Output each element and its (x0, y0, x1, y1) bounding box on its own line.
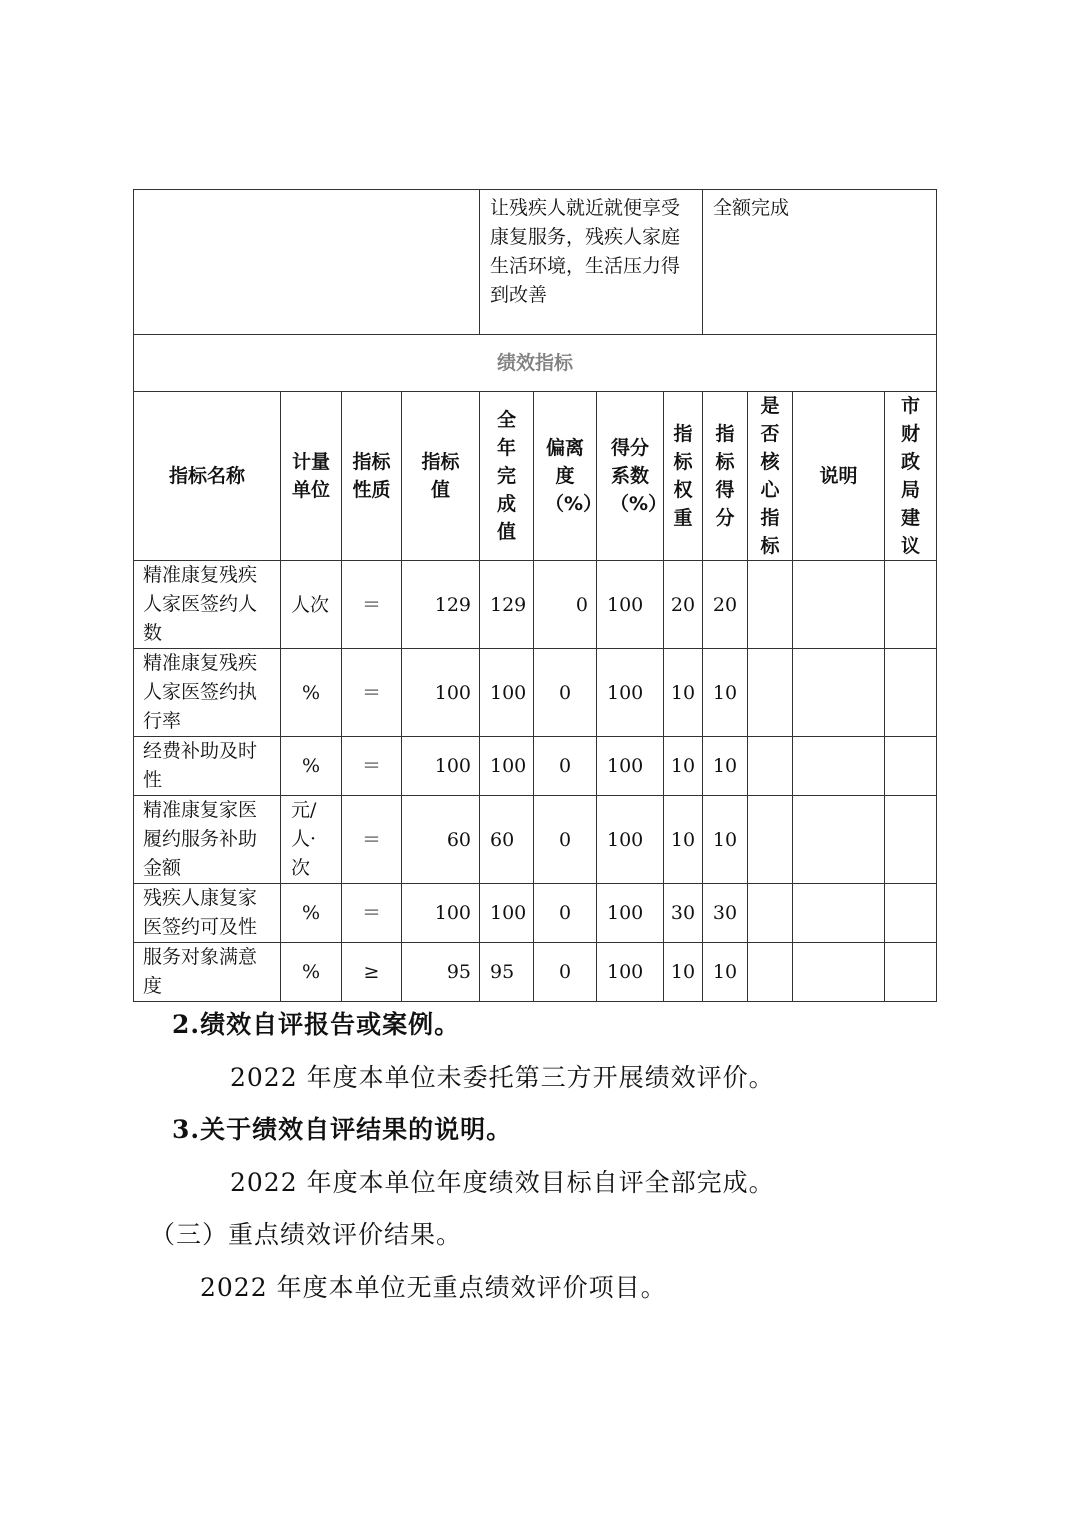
cell-value: 100 (402, 649, 480, 737)
header-actual (480, 392, 534, 561)
cell-unit-text: 元/人·次 (291, 799, 317, 879)
cell-core (748, 884, 793, 943)
cell-core (748, 943, 793, 1002)
cell-deviation: 0 (534, 884, 597, 943)
cell-unit: 人次 (281, 561, 342, 649)
cell-coefficient: 100 (597, 943, 664, 1002)
section-title: 绩效指标 (134, 335, 937, 392)
header-value-label: 指标值 (421, 451, 460, 501)
cell-score: 30 (703, 884, 748, 943)
cell-name: 残疾人康复家医签约可及性 (134, 884, 281, 943)
cell-coefficient: 100 (597, 737, 664, 796)
cell-value: 100 (402, 737, 480, 796)
cell-advice (885, 884, 937, 943)
cell-name: 精准康复残疾人家医签约人数 (134, 561, 281, 649)
text-self-evaluation-report: 2022 年度本单位未委托第三方开展绩效评价。 (230, 1063, 775, 1092)
heading-self-evaluation-report: 2.绩效自评报告或案例。 (172, 1010, 461, 1039)
cell-unit (281, 796, 342, 884)
header-unit (281, 392, 342, 561)
header-score-label: 指标得分 (715, 423, 735, 529)
header-deviation-label: 偏离度（%） (545, 437, 603, 515)
header-value (402, 392, 480, 561)
goal-empty-cell (134, 190, 480, 335)
cell-value: 100 (402, 884, 480, 943)
cell-score: 10 (703, 737, 748, 796)
header-actual-label: 全年完成值 (496, 409, 516, 543)
cell-unit: % (281, 737, 342, 796)
header-weight-label: 指标权重 (673, 423, 693, 529)
cell-nature: ＝ (342, 649, 402, 737)
cell-note (793, 943, 885, 1002)
cell-coefficient: 100 (597, 884, 664, 943)
cell-core (748, 561, 793, 649)
header-unit-label: 计量单位 (291, 451, 330, 501)
header-name: 指标名称 (134, 392, 281, 561)
goal-row (134, 190, 937, 335)
cell-actual: 129 (480, 561, 534, 649)
cell-unit: % (281, 649, 342, 737)
header-note: 说明 (793, 392, 885, 561)
cell-deviation: 0 (534, 943, 597, 1002)
cell-score: 10 (703, 943, 748, 1002)
cell-value: 95 (402, 943, 480, 1002)
cell-coefficient: 100 (597, 649, 664, 737)
cell-core (748, 649, 793, 737)
table-row (134, 796, 937, 884)
table-row (134, 884, 937, 943)
text-key-evaluation: 2022 年度本单位无重点绩效评价项目。 (200, 1273, 667, 1302)
table-row (134, 737, 937, 796)
table-row (134, 561, 937, 649)
cell-advice (885, 737, 937, 796)
cell-advice (885, 796, 937, 884)
cell-weight: 30 (664, 884, 703, 943)
header-core (748, 392, 793, 561)
header-advice (885, 392, 937, 561)
text-self-evaluation-results: 2022 年度本单位年度绩效目标自评全部完成。 (230, 1168, 775, 1197)
cell-coefficient: 100 (597, 796, 664, 884)
cell-weight: 10 (664, 943, 703, 1002)
cell-actual: 100 (480, 884, 534, 943)
cell-name: 精准康复家医履约服务补助金额 (134, 796, 281, 884)
header-core-label: 是否核心指标 (760, 395, 780, 557)
cell-value: 60 (402, 796, 480, 884)
heading-key-evaluation: （三）重点绩效评价结果。 (150, 1220, 463, 1249)
cell-score: 20 (703, 561, 748, 649)
cell-deviation: 0 (534, 796, 597, 884)
cell-weight: 10 (664, 737, 703, 796)
goal-target-text: 让残疾人就近就便享受康复服务，残疾人家庭生活环境，生活压力得到改善 (480, 190, 703, 335)
cell-nature: ＝ (342, 884, 402, 943)
cell-core (748, 737, 793, 796)
cell-coefficient: 100 (597, 561, 664, 649)
cell-value: 129 (402, 561, 480, 649)
cell-note (793, 649, 885, 737)
cell-note (793, 737, 885, 796)
cell-note (793, 884, 885, 943)
cell-unit: % (281, 943, 342, 1002)
cell-deviation: 0 (534, 737, 597, 796)
header-advice-label: 市财政局建议 (901, 395, 921, 557)
cell-nature: ≥ (342, 943, 402, 1002)
cell-actual: 100 (480, 649, 534, 737)
cell-advice (885, 943, 937, 1002)
cell-name: 服务对象满意度 (134, 943, 281, 1002)
cell-score: 10 (703, 649, 748, 737)
heading-self-evaluation-results: 3.关于绩效自评结果的说明。 (172, 1115, 513, 1144)
cell-weight: 10 (664, 649, 703, 737)
cell-nature: ＝ (342, 737, 402, 796)
cell-nature: ＝ (342, 796, 402, 884)
cell-actual: 95 (480, 943, 534, 1002)
cell-weight: 20 (664, 561, 703, 649)
cell-name: 精准康复残疾人家医签约执行率 (134, 649, 281, 737)
cell-core (748, 796, 793, 884)
cell-actual: 100 (480, 737, 534, 796)
performance-table (133, 189, 937, 1002)
section-title-row (134, 335, 937, 392)
header-nature-label: 指标性质 (352, 451, 391, 501)
cell-actual: 60 (480, 796, 534, 884)
header-score (703, 392, 748, 561)
cell-note (793, 561, 885, 649)
header-row (134, 392, 937, 561)
header-weight (664, 392, 703, 561)
goal-completion: 全额完成 (703, 190, 937, 335)
cell-weight: 10 (664, 796, 703, 884)
cell-note (793, 796, 885, 884)
table-row (134, 649, 937, 737)
cell-advice (885, 649, 937, 737)
cell-name: 经费补助及时性 (134, 737, 281, 796)
cell-deviation: 0 (534, 561, 597, 649)
header-coefficient-label: 得分系数（%） (610, 437, 668, 515)
cell-nature: ＝ (342, 561, 402, 649)
cell-score: 10 (703, 796, 748, 884)
cell-unit: % (281, 884, 342, 943)
header-coefficient (597, 392, 668, 561)
cell-advice (885, 561, 937, 649)
cell-deviation: 0 (534, 649, 597, 737)
table-row (134, 943, 937, 1002)
header-nature (342, 392, 402, 561)
header-deviation (534, 392, 603, 561)
